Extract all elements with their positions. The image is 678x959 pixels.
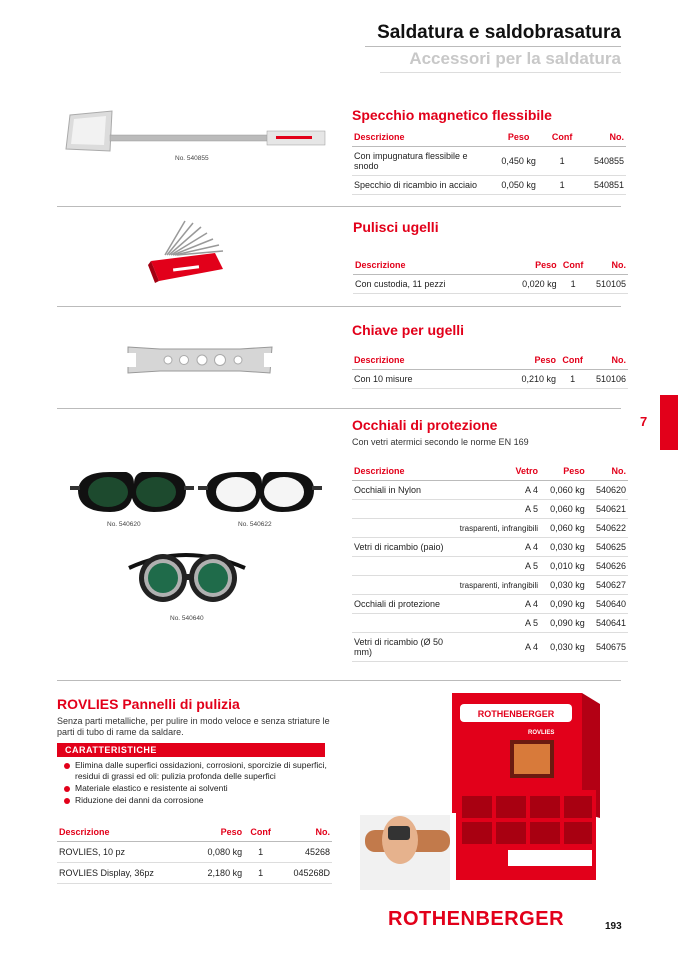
wrench-image bbox=[120, 335, 280, 385]
cell-pack: 1 bbox=[244, 863, 277, 884]
cell-description bbox=[352, 500, 457, 519]
cell-number: 540851 bbox=[579, 176, 626, 195]
cell-pack: 1 bbox=[545, 147, 579, 176]
col-weight: Peso bbox=[512, 351, 558, 370]
cell-weight: 0,090 kg bbox=[540, 614, 587, 633]
col-pack: Conf bbox=[559, 256, 588, 275]
col-number: No. bbox=[579, 128, 626, 147]
goggles-caption-1: No. 540620 bbox=[107, 521, 141, 528]
cell-glass: trasparenti, infrangibili bbox=[457, 519, 540, 538]
col-description: Descrizione bbox=[57, 823, 192, 842]
cell-description: Vetri di ricambio (paio) bbox=[352, 538, 457, 557]
table-row bbox=[352, 176, 626, 195]
cell-pack: 1 bbox=[545, 176, 579, 195]
goggles-title: Occhiali di protezione bbox=[352, 417, 498, 433]
col-description: Descrizione bbox=[352, 128, 492, 147]
bullet-icon bbox=[64, 763, 70, 769]
table-row bbox=[352, 538, 628, 557]
features-list bbox=[57, 760, 332, 807]
cell-glass: A 5 bbox=[457, 557, 540, 576]
cell-number: 540855 bbox=[579, 147, 626, 176]
cell-number: 540626 bbox=[587, 557, 628, 576]
cell-description: Con custodia, 11 pezzi bbox=[353, 275, 513, 294]
table-row bbox=[352, 576, 628, 595]
mirror-title: Specchio magnetico flessibile bbox=[352, 107, 552, 123]
cell-glass: A 5 bbox=[457, 614, 540, 633]
chapter-tab bbox=[660, 395, 678, 450]
title-divider bbox=[365, 46, 621, 47]
cell-number: 540625 bbox=[587, 538, 628, 557]
feature-text: Materiale elastico e resistente ai solventi bbox=[75, 783, 228, 793]
table-row bbox=[57, 842, 332, 863]
cell-description: Con 10 misure bbox=[352, 370, 512, 389]
mirror-table bbox=[352, 128, 626, 195]
cell-glass: A 5 bbox=[457, 500, 540, 519]
cell-glass: trasparenti, infrangibili bbox=[457, 576, 540, 595]
table-row bbox=[352, 370, 628, 389]
goggles-images bbox=[70, 460, 330, 530]
feature-text: Elimina dalle superfici ossidazioni, corrosioni, sporcizie di superfici, residui di grassi ed oli: pulizia profonda delle superfici bbox=[75, 760, 327, 781]
col-number: No. bbox=[587, 462, 628, 481]
cell-description bbox=[352, 557, 457, 576]
mirror-image bbox=[62, 105, 332, 160]
col-description: Descrizione bbox=[353, 256, 513, 275]
page-subtitle: Accessori per la saldatura bbox=[409, 49, 621, 68]
col-number: No. bbox=[587, 351, 628, 370]
display-brand-text: ROTHENBERGER bbox=[477, 709, 555, 719]
cell-weight: 0,030 kg bbox=[540, 576, 587, 595]
cell-pack: 1 bbox=[244, 842, 277, 863]
chapter-number: 7 bbox=[640, 414, 648, 429]
table-row bbox=[352, 147, 626, 176]
cell-weight: 0,450 kg bbox=[492, 147, 545, 176]
cell-description: ROVLIES Display, 36pz bbox=[57, 863, 192, 884]
col-number: No. bbox=[588, 256, 628, 275]
goggles-clear-icon bbox=[198, 472, 322, 512]
cell-glass: A 4 bbox=[457, 538, 540, 557]
bullet-icon bbox=[64, 786, 70, 792]
table-row bbox=[353, 275, 628, 294]
table-header-row bbox=[57, 823, 332, 842]
col-number: No. bbox=[277, 823, 332, 842]
col-weight: Peso bbox=[540, 462, 587, 481]
goggles-table bbox=[352, 462, 628, 662]
cell-description: Occhiali di protezione bbox=[352, 595, 457, 614]
goggles-round-image bbox=[125, 538, 250, 608]
col-glass: Vetro bbox=[457, 462, 540, 481]
col-pack: Conf bbox=[545, 128, 579, 147]
table-row bbox=[352, 633, 628, 662]
cell-weight: 0,020 kg bbox=[513, 275, 559, 294]
table-header-row bbox=[352, 128, 626, 147]
cell-pack: 1 bbox=[559, 275, 588, 294]
table-row bbox=[352, 500, 628, 519]
col-description: Descrizione bbox=[352, 462, 457, 481]
cell-weight: 0,010 kg bbox=[540, 557, 587, 576]
feature-text: Riduzione dei danni da corrosione bbox=[75, 795, 204, 805]
col-pack: Conf bbox=[558, 351, 587, 370]
cell-glass: A 4 bbox=[457, 481, 540, 500]
table-row bbox=[352, 481, 628, 500]
rovlies-title: ROVLIES Pannelli di pulizia bbox=[57, 696, 240, 712]
cell-description: Occhiali in Nylon bbox=[352, 481, 457, 500]
display-product-text: ROVLIES bbox=[528, 730, 555, 736]
cell-weight: 0,060 kg bbox=[540, 519, 587, 538]
table-row bbox=[352, 595, 628, 614]
list-item bbox=[57, 795, 332, 806]
cell-number: 540622 bbox=[587, 519, 628, 538]
cell-weight: 0,030 kg bbox=[540, 633, 587, 662]
bullet-icon bbox=[64, 798, 70, 804]
section-divider bbox=[57, 408, 621, 409]
section-divider bbox=[57, 206, 621, 207]
cell-number: 45268 bbox=[277, 842, 332, 863]
cell-number: 510105 bbox=[588, 275, 628, 294]
cell-number: 540640 bbox=[587, 595, 628, 614]
col-weight: Peso bbox=[513, 256, 559, 275]
cell-glass: A 4 bbox=[457, 595, 540, 614]
features-label: CARATTERISTICHE bbox=[57, 743, 325, 757]
cell-description: Vetri di ricambio (Ø 50 mm) bbox=[352, 633, 457, 662]
cell-number: 540627 bbox=[587, 576, 628, 595]
table-header-row bbox=[353, 256, 628, 275]
goggles-caption-3: No. 540640 bbox=[170, 615, 204, 622]
cell-weight: 0,030 kg bbox=[540, 538, 587, 557]
list-item bbox=[57, 760, 332, 782]
cell-number: 510106 bbox=[587, 370, 628, 389]
cell-weight: 0,080 kg bbox=[192, 842, 244, 863]
cell-description: Con impugnatura flessibile e snodo bbox=[352, 147, 492, 176]
table-row bbox=[352, 557, 628, 576]
cell-weight: 0,060 kg bbox=[540, 500, 587, 519]
table-row bbox=[352, 614, 628, 633]
cell-description bbox=[352, 519, 457, 538]
section-divider bbox=[57, 306, 621, 307]
col-weight: Peso bbox=[192, 823, 244, 842]
cell-number: 540675 bbox=[587, 633, 628, 662]
table-row bbox=[57, 863, 332, 884]
cell-weight: 0,050 kg bbox=[492, 176, 545, 195]
rovlies-table bbox=[57, 823, 332, 884]
col-pack: Conf bbox=[244, 823, 277, 842]
cell-number: 045268D bbox=[277, 863, 332, 884]
goggles-subtitle: Con vetri atermici secondo le norme EN 169 bbox=[352, 437, 529, 447]
nozzle-cleaner-title: Pulisci ugelli bbox=[353, 219, 439, 235]
wrench-table bbox=[352, 351, 628, 389]
rovlies-description: Senza parti metalliche, per pulire in modo veloce e senza striature le parti di tubo di rame da saldare. bbox=[57, 716, 330, 737]
section-divider bbox=[57, 680, 621, 681]
table-header-row bbox=[352, 351, 628, 370]
nozzle-cleaner-table bbox=[353, 256, 628, 294]
cell-description bbox=[352, 576, 457, 595]
table-header-row bbox=[352, 462, 628, 481]
nozzle-cleaner-image bbox=[145, 213, 235, 288]
cell-pack: 1 bbox=[558, 370, 587, 389]
page-number: 193 bbox=[605, 921, 622, 932]
cell-weight: 0,210 kg bbox=[512, 370, 558, 389]
cell-description: ROVLIES, 10 pz bbox=[57, 842, 192, 863]
cell-weight: 2,180 kg bbox=[192, 863, 244, 884]
cell-number: 540620 bbox=[587, 481, 628, 500]
cell-weight: 0,060 kg bbox=[540, 481, 587, 500]
col-weight: Peso bbox=[492, 128, 545, 147]
col-description: Descrizione bbox=[352, 351, 512, 370]
wrench-title: Chiave per ugelli bbox=[352, 322, 465, 338]
goggles-green-icon bbox=[70, 472, 194, 512]
page-title: Saldatura e saldobrasatura bbox=[377, 22, 621, 43]
cell-description bbox=[352, 614, 457, 633]
table-row bbox=[352, 519, 628, 538]
goggles-caption-2: No. 540622 bbox=[238, 521, 272, 528]
cell-description: Specchio di ricambio in acciaio bbox=[352, 176, 492, 195]
rovlies-display-image bbox=[360, 690, 620, 890]
cell-number: 540641 bbox=[587, 614, 628, 633]
cell-number: 540621 bbox=[587, 500, 628, 519]
cell-glass: A 4 bbox=[457, 633, 540, 662]
list-item bbox=[57, 783, 332, 794]
cell-weight: 0,090 kg bbox=[540, 595, 587, 614]
subtitle-divider bbox=[380, 72, 621, 73]
rothenberger-logo: ROTHENBERGER bbox=[388, 908, 565, 930]
mirror-caption: No. 540855 bbox=[175, 155, 209, 162]
